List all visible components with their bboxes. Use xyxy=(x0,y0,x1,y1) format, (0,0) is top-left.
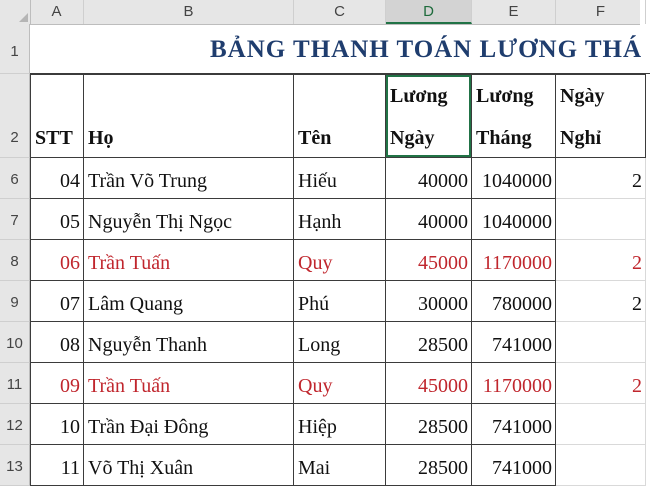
row-header-8[interactable]: 8 xyxy=(0,240,30,281)
column-header-a[interactable]: A xyxy=(30,0,84,24)
header-label-ho: Họ xyxy=(88,127,114,149)
row-header-2[interactable]: 2 xyxy=(0,74,30,158)
cell-stt-row-12[interactable]: 10 xyxy=(30,404,84,445)
header-label-luong-thang-line2: Tháng xyxy=(476,127,532,149)
cell-luong-thang-row-12[interactable]: 741000 xyxy=(472,404,556,445)
row-header-6[interactable]: 6 xyxy=(0,158,30,199)
cell-luong-ngay-row-7[interactable]: 40000 xyxy=(386,199,472,240)
cell-luong-thang-row-10[interactable]: 741000 xyxy=(472,322,556,363)
header-cell-luong-thang[interactable] xyxy=(472,74,556,158)
cell-luong-ngay-row-10[interactable]: 28500 xyxy=(386,322,472,363)
header-label-ngay-nghi-line2: Nghỉ xyxy=(560,127,602,149)
cell-luong-ngay-row-12[interactable]: 28500 xyxy=(386,404,472,445)
cell-ten-row-9[interactable]: Phú xyxy=(294,281,386,322)
cell-ho-row-9[interactable]: Lâm Quang xyxy=(84,281,294,322)
cell-ngay-nghi-row-9[interactable]: 2 xyxy=(556,281,646,322)
cell-luong-ngay-row-13[interactable]: 28500 xyxy=(386,445,472,486)
cell-luong-ngay-row-11[interactable]: 45000 xyxy=(386,363,472,404)
cell-ho-row-12[interactable]: Trần Đại Đông xyxy=(84,404,294,445)
column-header-d[interactable]: D xyxy=(386,0,472,24)
header-label-ten: Tên xyxy=(298,127,332,149)
cell-luong-thang-row-13[interactable]: 741000 xyxy=(472,445,556,486)
row-header-7[interactable]: 7 xyxy=(0,199,30,240)
cell-ten-row-12[interactable]: Hiệp xyxy=(294,404,386,445)
cell-stt-row-7[interactable]: 05 xyxy=(30,199,84,240)
cell-ngay-nghi-row-7[interactable] xyxy=(556,199,646,240)
row-header-9[interactable]: 9 xyxy=(0,281,30,322)
cell-stt-row-6[interactable]: 04 xyxy=(30,158,84,199)
header-label-luong-thang-line1: Lương xyxy=(476,85,534,107)
cell-stt-row-11[interactable]: 09 xyxy=(30,363,84,404)
cell-luong-thang-row-8[interactable]: 1170000 xyxy=(472,240,556,281)
cell-luong-thang-row-7[interactable]: 1040000 xyxy=(472,199,556,240)
header-cell-luong-ngay[interactable] xyxy=(386,74,472,158)
column-header-e[interactable]: E xyxy=(472,0,556,24)
cell-ten-row-10[interactable]: Long xyxy=(294,322,386,363)
column-header-b[interactable]: B xyxy=(84,0,294,24)
cell-stt-row-10[interactable]: 08 xyxy=(30,322,84,363)
cell-ten-row-13[interactable]: Mai xyxy=(294,445,386,486)
sheet-title[interactable]: BẢNG THANH TOÁN LƯƠNG THÁ xyxy=(30,24,650,74)
column-header-c[interactable]: C xyxy=(294,0,386,24)
cell-ngay-nghi-row-11[interactable]: 2 xyxy=(556,363,646,404)
cell-ho-row-8[interactable]: Trần Tuấn xyxy=(84,240,294,281)
cell-stt-row-9[interactable]: 07 xyxy=(30,281,84,322)
cell-ngay-nghi-row-8[interactable]: 2 xyxy=(556,240,646,281)
cell-luong-ngay-row-6[interactable]: 40000 xyxy=(386,158,472,199)
row-header-13[interactable]: 13 xyxy=(0,445,30,486)
header-cell-stt[interactable] xyxy=(30,74,84,158)
cell-ngay-nghi-row-6[interactable]: 2 xyxy=(556,158,646,199)
row-header-10[interactable]: 10 xyxy=(0,322,30,363)
cell-ngay-nghi-row-12[interactable] xyxy=(556,404,646,445)
row-header-1[interactable]: 1 xyxy=(0,24,30,74)
cell-ho-row-6[interactable]: Trần Võ Trung xyxy=(84,158,294,199)
row-header-11[interactable]: 11 xyxy=(0,363,30,404)
header-cell-ten[interactable] xyxy=(294,74,386,158)
column-header-f[interactable]: F xyxy=(556,0,646,24)
cell-ngay-nghi-row-10[interactable] xyxy=(556,322,646,363)
cell-ten-row-8[interactable]: Quy xyxy=(294,240,386,281)
cell-ho-row-13[interactable]: Võ Thị Xuân xyxy=(84,445,294,486)
cell-ten-row-6[interactable]: Hiếu xyxy=(294,158,386,199)
header-label-luong-ngay-line2: Ngày xyxy=(390,127,435,149)
header-cell-ngay-nghi[interactable] xyxy=(556,74,646,158)
cell-ho-row-10[interactable]: Nguyễn Thanh xyxy=(84,322,294,363)
cell-luong-thang-row-9[interactable]: 780000 xyxy=(472,281,556,322)
cell-ten-row-11[interactable]: Quy xyxy=(294,363,386,404)
cell-luong-thang-row-11[interactable]: 1170000 xyxy=(472,363,556,404)
cell-stt-row-8[interactable]: 06 xyxy=(30,240,84,281)
header-cell-ho[interactable] xyxy=(84,74,294,158)
cell-luong-ngay-row-8[interactable]: 45000 xyxy=(386,240,472,281)
header-label-ngay-nghi-line1: Ngày xyxy=(560,85,605,107)
cell-ho-row-7[interactable]: Nguyễn Thị Ngọc xyxy=(84,199,294,240)
cell-ngay-nghi-row-13[interactable] xyxy=(556,445,646,486)
cell-ten-row-7[interactable]: Hạnh xyxy=(294,199,386,240)
column-header-bar xyxy=(0,0,640,25)
header-label-stt: STT xyxy=(35,127,73,149)
cell-luong-thang-row-6[interactable]: 1040000 xyxy=(472,158,556,199)
cell-luong-ngay-row-9[interactable]: 30000 xyxy=(386,281,472,322)
header-label-luong-ngay-line1: Lương xyxy=(390,85,448,107)
row-header-12[interactable]: 12 xyxy=(0,404,30,445)
cell-ho-row-11[interactable]: Trần Tuấn xyxy=(84,363,294,404)
select-all-corner[interactable] xyxy=(0,0,31,24)
cell-stt-row-13[interactable]: 11 xyxy=(30,445,84,486)
